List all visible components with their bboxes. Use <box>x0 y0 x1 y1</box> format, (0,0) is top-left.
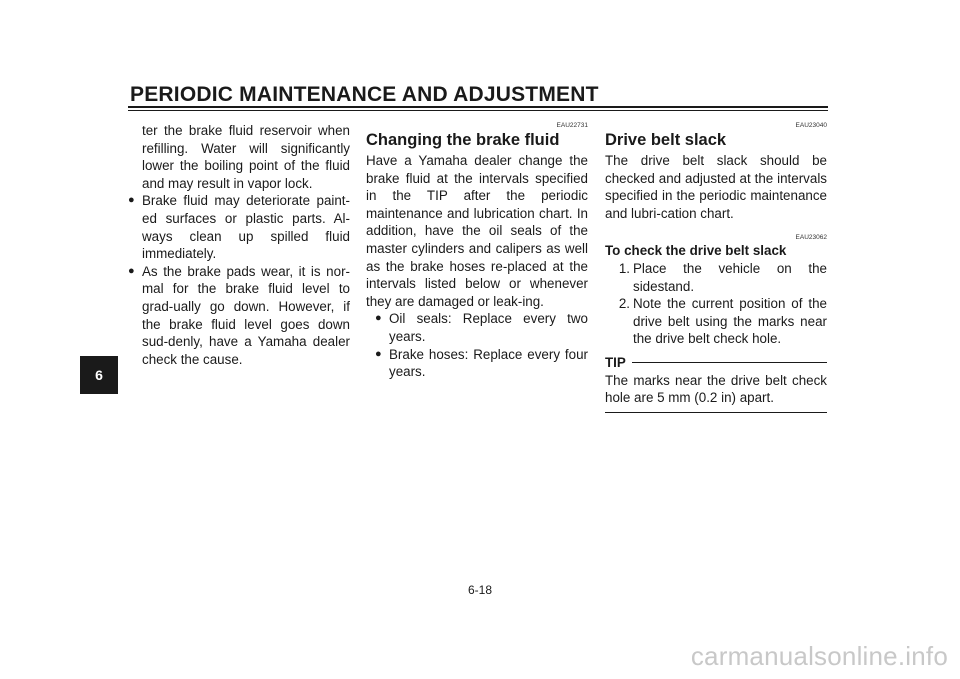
bullet-icon: ● <box>128 264 135 277</box>
header-rule-thin <box>128 110 828 111</box>
step-number: 2. <box>618 296 630 312</box>
tip-text: The marks near the drive belt check hole are 5 mm (0.2 in) apart. <box>605 372 827 406</box>
bullet-text: Oil seals: Replace every two years. <box>389 311 588 344</box>
step-text: Place the vehicle on the sidestand. <box>633 260 827 294</box>
reference-code: EAU23062 <box>795 234 827 242</box>
watermark: carmanualsonline.info <box>690 641 948 671</box>
list-item <box>128 263 350 369</box>
tip-divider <box>632 362 827 363</box>
column-3 <box>605 122 827 413</box>
bullet-list <box>366 310 588 380</box>
column-2 <box>366 122 588 381</box>
continuation-paragraph: ter the brake fluid reservoir when refilling. Water will significantly lower the boiling point of the fluid and may result in vapor lock. <box>142 123 350 191</box>
page-header-title: PERIODIC MAINTENANCE AND ADJUSTMENT <box>130 83 599 106</box>
list-item <box>375 346 588 381</box>
column-1 <box>128 122 350 368</box>
list-item <box>375 310 588 345</box>
bullet-text: As the brake pads wear, it is nor-mal for the brake fluid level to grad-ually go down. However, if the brake fluid level goes down sud-denly, have a Yamaha dealer check the cause. <box>142 263 350 367</box>
tip-header <box>605 354 827 372</box>
bullet-icon: ● <box>128 194 135 207</box>
section-heading: Drive belt slack <box>605 131 727 149</box>
header-rule-thick <box>128 106 828 108</box>
reference-code: EAU23040 <box>795 122 827 129</box>
subsection-heading: To check the drive belt slack <box>605 243 787 259</box>
bullet-text: Brake hoses: Replace every four years. <box>389 346 588 380</box>
chapter-tab: 6 <box>80 356 118 394</box>
section-heading: Changing the brake fluid <box>366 131 560 149</box>
list-item <box>128 192 350 262</box>
tip-label: TIP <box>605 354 626 370</box>
step-item <box>605 295 827 348</box>
bullet-icon: ● <box>375 312 382 325</box>
page-number: 6-18 <box>467 583 493 597</box>
step-item <box>605 260 827 295</box>
section-body: Have a Yamaha dealer change the brake fluid at the intervals specified in the TIP after the periodic maintenance and lubrication chart. In addition, have the oil seals of the master cylinders and calipers as well as the brake hoses re-placed at the intervals listed below or whenever they are damaged or leak-ing. <box>366 153 588 309</box>
tip-end-divider <box>605 412 827 413</box>
step-number: 1. <box>618 260 630 276</box>
step-text: Note the current position of the drive belt using the marks near the drive belt check hole. <box>633 296 827 347</box>
bullet-text: Brake fluid may deteriorate paint-ed surfaces or plastic parts. Al-ways clean up spilled fluid immediately. <box>142 193 350 262</box>
bullet-icon: ● <box>375 347 382 360</box>
section-body: The drive belt slack should be checked and adjusted at the intervals specified in the periodic maintenance and lubri-cation chart. <box>605 153 827 221</box>
reference-code: EAU22731 <box>556 122 588 129</box>
